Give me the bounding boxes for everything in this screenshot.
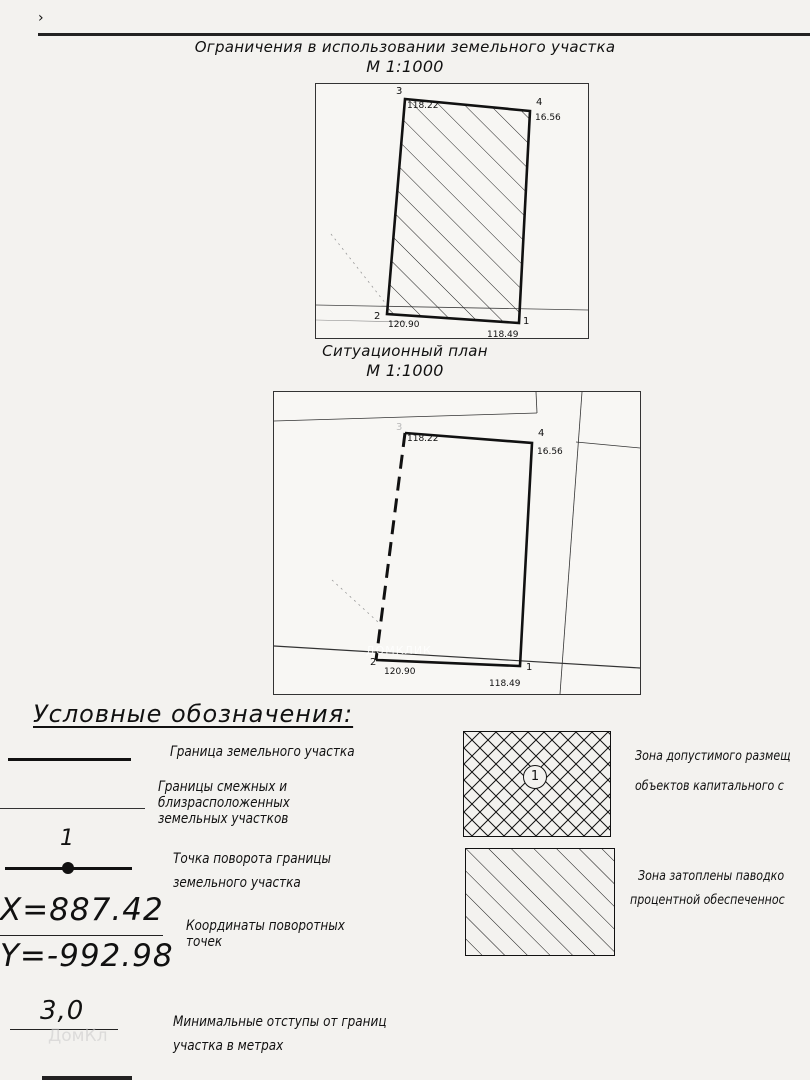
adjacent-parcel-line <box>536 392 537 413</box>
plan1-title: Ограничения в использовании земельного участка <box>194 38 616 56</box>
zone-permitted-text-line1: Зона допустимого размещ <box>635 749 791 764</box>
point-2-value: 120.90 <box>384 667 416 677</box>
legend-plot-boundary-text: Граница земельного участка <box>170 744 355 760</box>
dashed-trace <box>332 580 378 622</box>
bottom-stub <box>42 1076 132 1080</box>
zone-flooding-text-line2: процентной обеспеченнос <box>630 893 785 908</box>
point-1-value: 118.49 <box>489 679 521 689</box>
coordinate-divider <box>0 935 163 936</box>
point-2-label: 2 <box>370 657 377 668</box>
plan2-frame <box>273 391 641 695</box>
adjacent-parcel-line <box>560 392 582 694</box>
point-3-value: 118.22 <box>407 434 439 444</box>
adjacent-parcel-line <box>274 413 537 421</box>
watermark-center: ДОМКЛИК <box>366 644 432 657</box>
legend-title: Условные обозначения: <box>33 700 354 728</box>
zone-flooding-swatch <box>465 848 615 956</box>
point-1-label: 1 <box>526 662 533 673</box>
legend-coordinates-text: Координаты поворотных точек <box>186 918 345 950</box>
plan1-scale: М 1:1000 <box>366 57 444 76</box>
hatch-pattern <box>466 849 614 955</box>
plot-boundary-dashed <box>376 433 405 660</box>
zone-permitted-swatch <box>463 731 611 837</box>
plan2-drawing <box>274 392 640 694</box>
point-4-label: 4 <box>536 97 543 108</box>
corner-marker: › <box>38 10 44 26</box>
point-4-label: 4 <box>538 428 545 439</box>
legend-adjacent-boundary-text: Границы смежных и близрасположенных земельных участков <box>158 779 290 827</box>
point-3-label: 3 <box>396 86 403 97</box>
point-2-value: 120.90 <box>388 320 420 330</box>
adjacent-boundary-line-sample <box>0 808 145 809</box>
adjacent-parcel-line <box>576 442 640 448</box>
plan2-scale: М 1:1000 <box>366 361 444 380</box>
zone-flooding-text-line1: Зона затоплены паводко <box>638 869 785 884</box>
plan1-frame <box>315 83 589 339</box>
coordinate-x-value: X=887.42 <box>0 892 164 928</box>
legend-setback-text: Минимальные отступы от границ участка в метрах <box>173 1014 387 1054</box>
point-3-label: 3 <box>396 422 403 433</box>
turning-point-dot-icon <box>62 862 74 874</box>
point-2-label: 2 <box>374 311 381 322</box>
point-1-label: 1 <box>523 316 530 327</box>
dashed-trace <box>331 234 386 304</box>
top-rule <box>38 33 810 36</box>
point-1-value: 118.49 <box>487 330 519 338</box>
legend-turning-point-text: Точка поворота границы земельного участка <box>173 851 331 891</box>
point-4-value: 16.56 <box>537 447 563 457</box>
watermark-bottom: ДомКл <box>48 1026 108 1046</box>
point-3-value: 118.22 <box>407 101 439 111</box>
turning-point-number: 1 <box>60 826 74 851</box>
setback-value: 3,0 <box>40 996 85 1026</box>
coordinate-y-value: Y=-992.98 <box>0 938 174 974</box>
point-4-value: 16.56 <box>535 113 561 123</box>
plot-boundary-hatched <box>387 99 530 323</box>
plot-boundary-line-sample <box>8 758 131 761</box>
zone-number-badge: 1 <box>523 765 547 789</box>
adjacent-parcel-line <box>274 646 640 668</box>
zone-permitted-text-line2: объектов капитального с <box>635 779 784 794</box>
plan2-title: Ситуационный план <box>322 342 488 360</box>
